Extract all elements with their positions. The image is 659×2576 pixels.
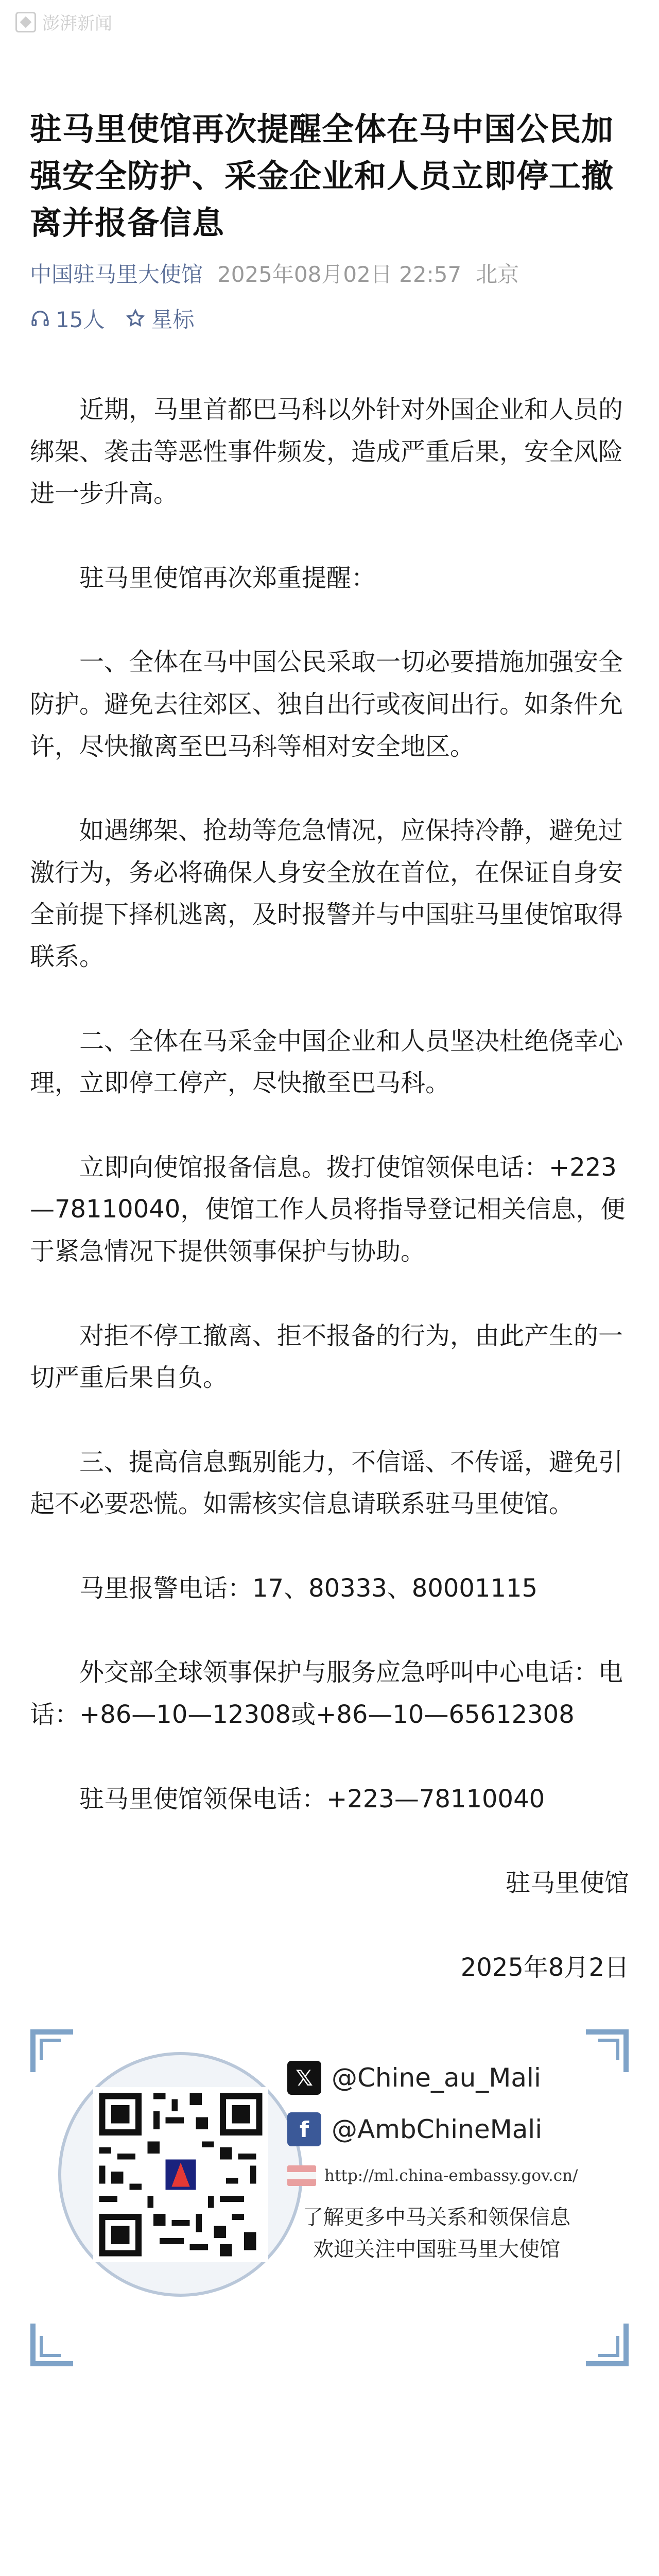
watermark-logo xyxy=(15,9,112,35)
facebook-row xyxy=(287,2104,596,2155)
banner-line-1: 了解更多中马关系和领保信息 xyxy=(303,2206,570,2229)
twitter-row xyxy=(287,2052,596,2104)
x-twitter-icon: 𝕏 xyxy=(287,2061,321,2095)
star-label: 星标 xyxy=(151,307,195,332)
frame-corner-icon xyxy=(583,2320,629,2367)
star-button[interactable] xyxy=(125,303,194,334)
listen-button[interactable] xyxy=(30,303,105,334)
frame-corner-icon xyxy=(30,2320,76,2367)
publish-location: 北京 xyxy=(476,262,519,287)
paragraph: 马里报警电话：17、80333、80001115 xyxy=(79,1573,538,1603)
watermark-text: 澎湃新闻 xyxy=(42,13,112,34)
website-url: http://ml.china-embassy.gov.cn/ xyxy=(324,2166,578,2185)
qr-code-icon xyxy=(93,2087,268,2262)
paragraph: 近期，马里首都巴马科以外针对外国企业和人员的绑架、袭击等恶性事件频发，造成严重后果，安全风险进一步升高。 xyxy=(30,395,623,509)
paragraph: 三、提高信息甄别能力，不信谣、不传谣，避免引起不必要恐慌。如需核实信息请联系驻马里使馆。 xyxy=(30,1447,623,1519)
headphones-icon xyxy=(30,308,50,329)
article-meta xyxy=(30,258,519,289)
paragraph: 一、全体在马中国公民采取一切必要措施加强安全防护。避免去往郊区、独自出行或夜间出行。如条件允许，尽快撤离至巴马科等相对安全地区。 xyxy=(30,648,623,761)
publish-date: 2025年08月02日 22:57 xyxy=(217,262,462,287)
facebook-icon: f xyxy=(287,2112,321,2146)
signature: 驻马里使馆 xyxy=(505,1869,629,1898)
article-body xyxy=(30,389,629,1989)
frame-corner-icon xyxy=(30,2029,76,2075)
paragraph: 外交部全球领事保护与服务应急呼叫中心电话：电话：+86—10—12308或+86—10—65612308 xyxy=(30,1658,623,1730)
banner-contact-info xyxy=(287,2052,596,2265)
embassy-banner-image[interactable] xyxy=(30,2029,629,2367)
facebook-handle: @AmbChineMali xyxy=(332,2114,543,2144)
website-row xyxy=(287,2155,596,2196)
paragraph: 驻马里使馆再次郑重提醒： xyxy=(79,563,376,592)
paragraph: 对拒不停工撤离、拒不报备的行为，由此产生的一切严重后果自负。 xyxy=(30,1321,623,1393)
paragraph: 驻马里使馆领保电话：+223—78110040 xyxy=(79,1784,545,1814)
twitter-handle: @Chine_au_Mali xyxy=(332,2063,541,2093)
watermark-icon xyxy=(15,12,36,32)
star-icon xyxy=(125,308,146,329)
listener-count: 15人 xyxy=(56,307,105,332)
paragraph: 立即向使馆报备信息。拨打使馆领保电话：+223—78110040，使馆工作人员将指导登记相关信息，便于紧急情况下提供领事保护与协助。 xyxy=(30,1153,626,1266)
flag-icon xyxy=(287,2165,316,2186)
banner-line-2: 欢迎关注中国驻马里大使馆 xyxy=(313,2238,560,2261)
paragraph: 如遇绑架、抢劫等危急情况，应保持冷静，避免过激行为，务必将确保人身安全放在首位，在保证自身安全前提下择机逃离，及时报警并与中国驻马里使馆取得联系。 xyxy=(30,816,623,971)
paragraph: 二、全体在马采金中国企业和人员坚决杜绝侥幸心理，立即停工停产，尽快撤至巴马科。 xyxy=(30,1026,623,1098)
account-link[interactable]: 中国驻马里大使馆 xyxy=(30,262,203,287)
banner-caption xyxy=(287,2201,586,2265)
sign-date: 2025年8月2日 xyxy=(460,1953,629,1982)
article-title: 驻马里使馆再次提醒全体在马中国公民加强安全防护、采金企业和人员立即停工撤离并报备信息 xyxy=(30,110,614,242)
article-stats xyxy=(30,303,194,334)
